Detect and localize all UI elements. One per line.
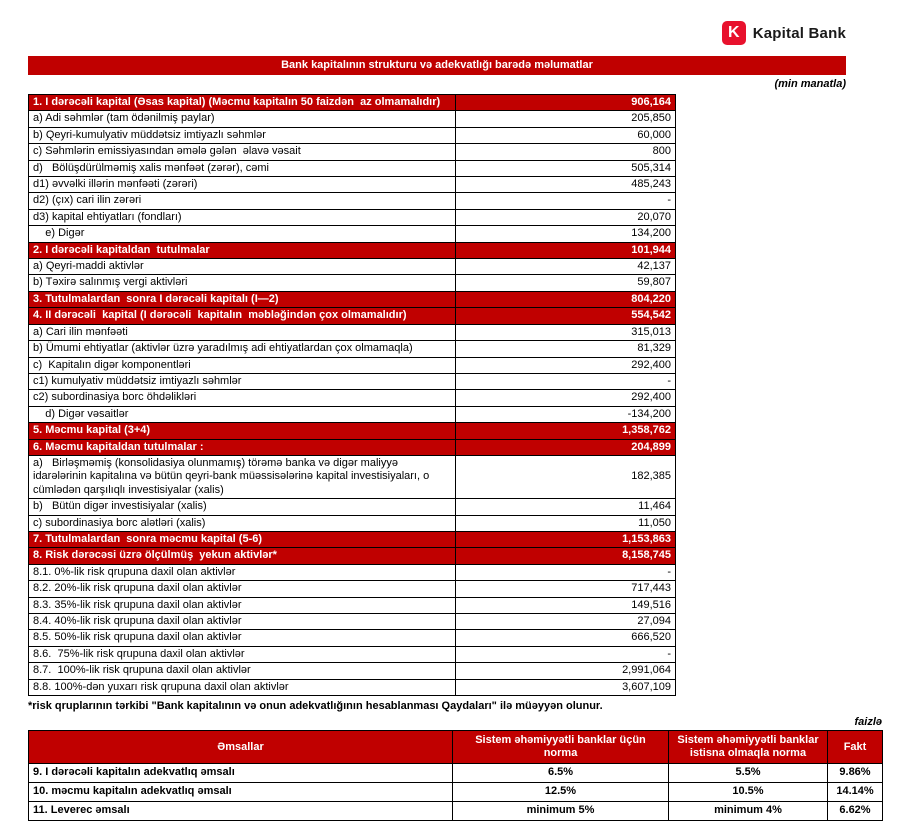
row-value: -	[456, 193, 676, 209]
row-value: 81,329	[456, 341, 676, 357]
row-value: 27,094	[456, 614, 676, 630]
row-value: 11,050	[456, 515, 676, 531]
row-label: 6. Məcmu kapitaldan tutulmalar :	[29, 439, 456, 455]
row-value: 205,850	[456, 111, 676, 127]
row-label: 8.3. 35%-lik risk qrupuna daxil olan aktivlər	[29, 597, 456, 613]
table-row	[29, 455, 676, 498]
row-label: 8.7. 100%-lik risk qrupuna daxil olan aktivlər	[29, 663, 456, 679]
row-value: 554,542	[456, 308, 676, 324]
row-value: 1,153,863	[456, 531, 676, 547]
row-label: 2. I dərəcəli kapitaldan tutulmalar	[29, 242, 456, 258]
row-label: c) Kapitalın digər komponentləri	[29, 357, 456, 373]
row-value: 11,464	[456, 499, 676, 515]
row-label: d2) (çıx) cari ilin zərəri	[29, 193, 456, 209]
section-row	[29, 531, 676, 547]
row-value: 149,516	[456, 597, 676, 613]
table-row	[29, 499, 676, 515]
unit-note: (min manatla)	[774, 78, 846, 90]
row-label: 1. I dərəcəli kapital (Əsas kapital) (Məcmu kapitalın 50 faizdən az olmamalıdır)	[29, 95, 456, 111]
table-row	[29, 127, 676, 143]
row-value: 1,358,762	[456, 423, 676, 439]
row-value: 101,944	[456, 242, 676, 258]
section-row	[29, 548, 676, 564]
row-label: c1) kumulyativ müddətsiz imtiyazlı səhmlər	[29, 373, 456, 389]
row-label: b) Ümumi ehtiyatlar (aktivlər üzrə yaradılmış adi ehtiyatlardan çox olmamaqla)	[29, 341, 456, 357]
ratio-nonsystemic-norm-value: minimum 4%	[669, 801, 828, 820]
table-row	[29, 581, 676, 597]
section-row	[29, 242, 676, 258]
table-row	[29, 515, 676, 531]
row-label: c2) subordinasiya borc öhdəlikləri	[29, 390, 456, 406]
row-label: c) Səhmlərin emissiyasından əmələ gələn əlavə vəsait	[29, 144, 456, 160]
row-value: 315,013	[456, 324, 676, 340]
table-row	[29, 663, 676, 679]
table-row	[29, 226, 676, 242]
table-row	[29, 193, 676, 209]
table-row	[29, 177, 676, 193]
row-value: 717,443	[456, 581, 676, 597]
table-row	[29, 341, 676, 357]
table-row	[29, 679, 676, 695]
table-row	[29, 144, 676, 160]
table-row	[29, 783, 883, 802]
table-row	[29, 764, 883, 783]
row-value: 666,520	[456, 630, 676, 646]
section-row	[29, 291, 676, 307]
row-value: 42,137	[456, 259, 676, 275]
table-row	[29, 406, 676, 422]
ratio-row-label: 11. Leverec əmsalı	[29, 801, 453, 820]
row-label: 7. Tutulmalardan sonra məcmu kapital (5-6)	[29, 531, 456, 547]
row-value: 182,385	[456, 455, 676, 498]
row-label: 8.1. 0%-lik risk qrupuna daxil olan aktivlər	[29, 564, 456, 580]
ratio-systemic-norm-value: 12.5%	[453, 783, 669, 802]
ratio-header-systemic-norm: Sistem əhəmiyyətli banklar üçün norma	[453, 731, 669, 764]
row-label: 8.2. 20%-lik risk qrupuna daxil olan aktivlər	[29, 581, 456, 597]
page-header	[28, 18, 846, 48]
row-label: d) Bölüşdürülməmiş xalis mənfəət (zərər), cəmi	[29, 160, 456, 176]
row-label: d1) əvvəlki illərin mənfəəti (zərəri)	[29, 177, 456, 193]
row-label: 8. Risk dərəcəsi üzrə ölçülmüş yekun aktivlər*	[29, 548, 456, 564]
row-label: a) Birləşməmiş (konsolidasiya olunmamış) törəmə banka və digər maliyyə idarələrinin kapitalına və bütün qeyri-bank müəssisələrinə kapital investisiyaları, o cümlədən qarşılıqlı investisiyalar (xalis)	[29, 455, 456, 498]
ratio-row-label: 10. məcmu kapitalın adekvatlıq əmsalı	[29, 783, 453, 802]
ratio-fact-value: 9.86%	[828, 764, 883, 783]
row-value: -	[456, 646, 676, 662]
table-row	[29, 390, 676, 406]
table-row	[29, 275, 676, 291]
report-title: Bank kapitalının strukturu və adekvatlığı barədə məlumatlar	[28, 56, 846, 75]
table-row	[29, 630, 676, 646]
row-label: c) subordinasiya borc alətləri (xalis)	[29, 515, 456, 531]
row-value: 292,400	[456, 357, 676, 373]
kapital-bank-logo	[722, 21, 846, 45]
row-value: 20,070	[456, 209, 676, 225]
row-value: 800	[456, 144, 676, 160]
section-row	[29, 423, 676, 439]
table-row	[29, 111, 676, 127]
table-row	[29, 357, 676, 373]
ratio-table-header	[29, 731, 883, 764]
row-value: 3,607,109	[456, 679, 676, 695]
capital-structure-table	[28, 94, 676, 696]
table-row	[29, 564, 676, 580]
row-label: 8.5. 50%-lik risk qrupuna daxil olan aktivlər	[29, 630, 456, 646]
capital-table-body	[29, 95, 676, 696]
row-value: -134,200	[456, 406, 676, 422]
row-value: 485,243	[456, 177, 676, 193]
table-row	[29, 259, 676, 275]
section-row	[29, 95, 676, 111]
table-row	[29, 597, 676, 613]
ratio-table-body	[29, 764, 883, 820]
row-label: d3) kapital ehtiyatları (fondları)	[29, 209, 456, 225]
row-value: 59,807	[456, 275, 676, 291]
percent-note: faizlə	[854, 716, 882, 729]
ratio-row-label: 9. I dərəcəli kapitalın adekvatlıq əmsalı	[29, 764, 453, 783]
row-value: 2,991,064	[456, 663, 676, 679]
ratio-header-coefficients: Əmsallar	[29, 731, 453, 764]
row-value: 204,899	[456, 439, 676, 455]
row-label: d) Digər vəsaitlər	[29, 406, 456, 422]
row-label: 8.6. 75%-lik risk qrupuna daxil olan aktivlər	[29, 646, 456, 662]
row-value: -	[456, 564, 676, 580]
section-row	[29, 308, 676, 324]
row-label: b) Təxirə salınmış vergi aktivləri	[29, 275, 456, 291]
ratio-fact-value: 14.14%	[828, 783, 883, 802]
bank-logo-text: Kapital Bank	[752, 24, 846, 42]
row-value: 804,220	[456, 291, 676, 307]
row-label: b) Qeyri-kumulyativ müddətsiz imtiyazlı səhmlər	[29, 127, 456, 143]
ratio-systemic-norm-value: minimum 5%	[453, 801, 669, 820]
row-label: 8.8. 100%-dən yuxarı risk qrupuna daxil olan aktivlər	[29, 679, 456, 695]
adequacy-ratio-table	[28, 730, 883, 821]
ratio-header-fact: Fakt	[828, 731, 883, 764]
row-value: 505,314	[456, 160, 676, 176]
ratio-systemic-norm-value: 6.5%	[453, 764, 669, 783]
row-label: a) Adi səhmlər (tam ödənilmiş paylar)	[29, 111, 456, 127]
row-value: 134,200	[456, 226, 676, 242]
row-label: 8.4. 40%-lik risk qrupuna daxil olan aktivlər	[29, 614, 456, 630]
ratio-nonsystemic-norm-value: 10.5%	[669, 783, 828, 802]
table-row	[29, 209, 676, 225]
row-label: e) Digər	[29, 226, 456, 242]
row-value: 8,158,745	[456, 548, 676, 564]
ratio-nonsystemic-norm-value: 5.5%	[669, 764, 828, 783]
table-row	[29, 373, 676, 389]
ratio-header-row	[29, 731, 883, 764]
bank-logo-icon: K	[722, 21, 746, 45]
row-label: 4. II dərəcəli kapital (I dərəcəli kapitalın məbləğindən çox olmamalıdır)	[29, 308, 456, 324]
row-label: a) Qeyri-maddi aktivlər	[29, 259, 456, 275]
row-value: 60,000	[456, 127, 676, 143]
row-label: 5. Məcmu kapital (3+4)	[29, 423, 456, 439]
row-label: a) Cari ilin mənfəəti	[29, 324, 456, 340]
ratio-fact-value: 6.62%	[828, 801, 883, 820]
risk-groups-footnote: *risk qruplarının tərkibi "Bank kapitalının və onun adekvatlığının hesablanması Qaydaları" ilə müəyyən olunur.	[28, 700, 603, 713]
row-value: 292,400	[456, 390, 676, 406]
row-value: 906,164	[456, 95, 676, 111]
row-value: -	[456, 373, 676, 389]
section-row	[29, 439, 676, 455]
row-label: 3. Tutulmalardan sonra I dərəcəli kapitalı (I—2)	[29, 291, 456, 307]
table-row	[29, 614, 676, 630]
row-label: b) Bütün digər investisiyalar (xalis)	[29, 499, 456, 515]
table-row	[29, 160, 676, 176]
ratio-header-nonsystemic-norm: Sistem əhəmiyyətli banklar istisna olmaqla norma	[669, 731, 828, 764]
table-row	[29, 324, 676, 340]
table-row	[29, 646, 676, 662]
